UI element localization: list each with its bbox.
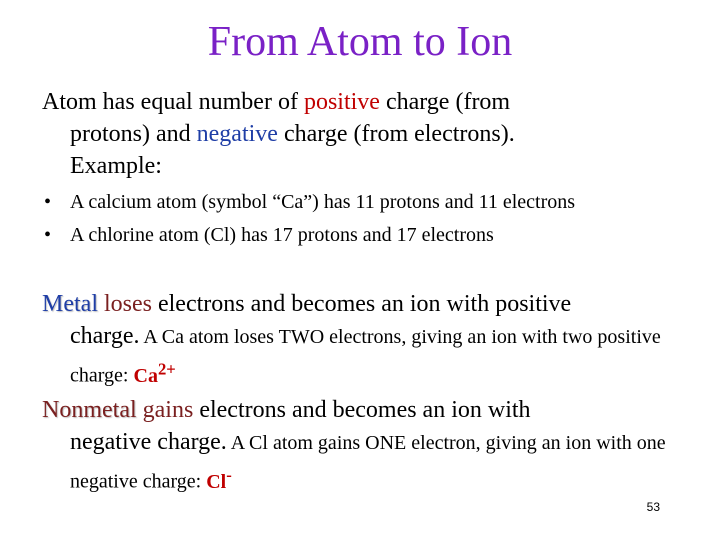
chloride-ion-charge: - [226,465,232,484]
intro-text: Atom has equal number of [42,89,304,115]
chloride-ion [206,465,232,493]
calcium-ion-symbol: Ca [133,364,158,387]
list-item-text: A calcium atom (symbol “Ca”) has 11 protons and 11 electrons [70,191,576,213]
intro-text-4: charge (from electrons). [277,121,515,147]
loses-word: loses [97,291,152,317]
metal-text-2: charge. [70,323,140,349]
nonmetal-word: Nonmetal [42,397,137,423]
bullet-icon: • [44,191,52,213]
bullet-icon: • [44,224,52,246]
metal-text: electrons and becomes an ion with positive [151,291,572,317]
metal-example-text: A Ca atom loses TWO electrons, giving an ion with two positive charge: [70,326,661,387]
page-number: 53 [646,500,660,514]
nonmetal-example-text: A Cl atom gains ONE electron, giving an ion with one negative charge: [70,432,666,493]
list-item-text: A chlorine atom (Cl) has 17 protons and 17 electrons [70,224,494,246]
gains-word: gains [136,397,194,423]
calcium-ion [133,359,176,387]
chloride-ion-symbol: Cl [206,470,227,493]
slide-title: From Atom to Ion [207,19,513,65]
negative-word: negative [196,121,278,147]
example-list [44,190,664,256]
example-label: Example: [70,153,162,179]
positive-word: positive [303,89,380,115]
nonmetal-paragraph [42,394,682,498]
metal-word: Metal [42,291,98,317]
calcium-ion-charge: 2+ [157,359,176,378]
list-item [44,223,664,248]
intro-text-3: protons) and [70,121,197,147]
intro-paragraph [42,86,682,182]
metal-paragraph [42,288,682,392]
list-item [44,190,664,215]
nonmetal-text: electrons and becomes an ion with [193,397,531,423]
intro-text-2: charge (from [379,89,511,115]
nonmetal-text-2: negative charge. [70,429,227,455]
